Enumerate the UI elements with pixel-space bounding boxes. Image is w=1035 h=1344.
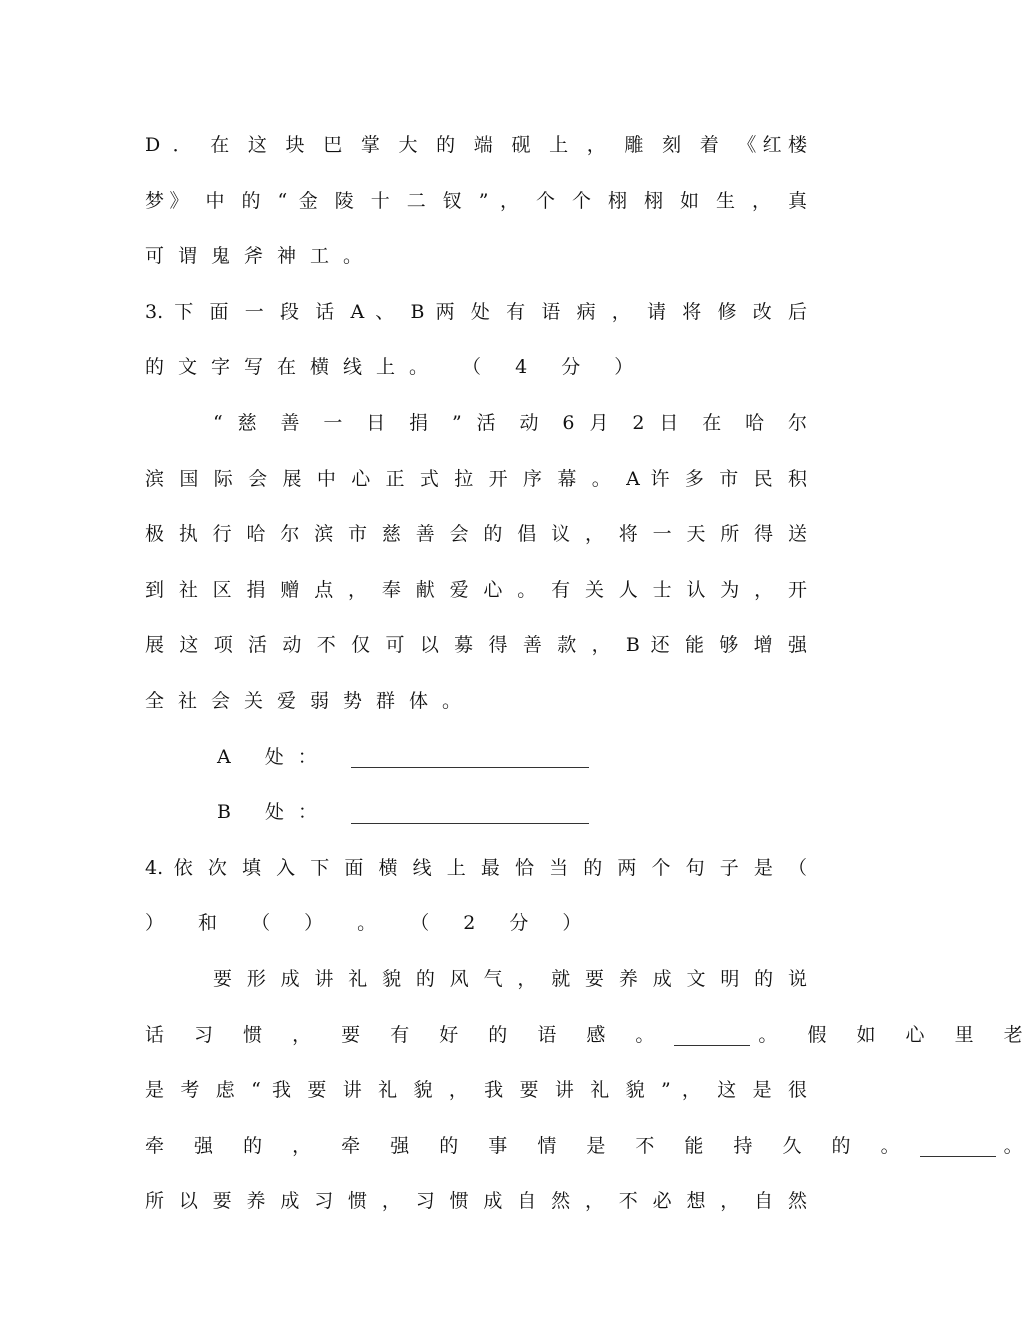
passage-3-line-4: 到 社 区 捐 赠 点 ， 奉 献 爱 心 。 有 关 人 士 认 为 ， 开	[145, 578, 807, 601]
passage-4-line-4-tail: 。	[1003, 1134, 1035, 1157]
option-d-line-1: D ． 在 这 块 巴 掌 大 的 端 砚 上 ， 雕 刻 着 《红楼	[145, 134, 807, 156]
passage-4-line-2	[145, 1008, 1035, 1064]
passage-4-line-3: 是 考 虑 “ 我 要 讲 礼 貌 ， 我 要 讲 礼 貌 ” ， 这 是 很	[145, 1079, 807, 1102]
question-3-line-2: 的文字写在横线上。 （ 4 分 ）	[145, 356, 648, 379]
question-3-line-1: 3. 下 面 一 段 话 A 、 B 两 处 有 语 病 ， 请 将 修 改 后	[145, 300, 807, 323]
passage-3-line-1: “ 慈 善 一 日 捐 ” 活 动 6 月 2 日 在 哈 尔	[213, 411, 807, 434]
passage-4-line-2-text: 话 习 惯 ， 要 有 好 的 语 感 。	[145, 1023, 667, 1046]
passage-4-line-4	[145, 1119, 1035, 1175]
document-page	[145, 118, 1035, 1230]
passage-4-line-5: 所 以 要 养 成 习 惯 ， 习 惯 成 自 然 ， 不 必 想 ， 自 然	[145, 1190, 807, 1213]
fill-blank-1[interactable]	[674, 1025, 750, 1046]
passage-4-line-4-text: 牵 强 的 ， 牵 强 的 事 情 是 不 能 持 久 的 。	[145, 1134, 912, 1157]
option-d-line-3: 可谓鬼斧神工。	[145, 245, 377, 268]
answer-a-blank[interactable]	[351, 747, 589, 768]
passage-3-line-2: 滨 国 际 会 展 中 心 正 式 拉 开 序 幕 。 A 许 多 市 民 积	[145, 467, 807, 490]
answer-b-row	[145, 785, 807, 841]
answer-b-label: B 处：	[217, 801, 332, 824]
answer-b-blank[interactable]	[351, 803, 589, 824]
answer-a-row	[145, 730, 807, 786]
passage-3-line-3: 极 执 行 哈 尔 滨 市 慈 善 会 的 倡 议 ， 将 一 天 所 得 送	[145, 523, 807, 546]
fill-blank-2[interactable]	[920, 1136, 996, 1157]
option-d-line-2: 梦》 中 的 “ 金 陵 十 二 钗 ” ， 个 个 栩 栩 如 生 ， 真	[145, 189, 807, 212]
passage-3-line-5: 展 这 项 活 动 不 仅 可 以 募 得 善 款 ， B 还 能 够 增 强	[145, 634, 807, 657]
passage-4-line-1: 要 形 成 讲 礼 貌 的 风 气 ， 就 要 养 成 文 明 的 说	[213, 967, 807, 990]
question-4-line-2: ） 和 （ ） 。 （ 2 分 ）	[145, 912, 596, 935]
question-4-line-1: 4. 依 次 填 入 下 面 横 线 上 最 恰 当 的 两 个 句 子 是 （	[145, 856, 807, 879]
passage-4-line-2-tail: 。 假 如 心 里 老	[758, 1023, 1035, 1046]
answer-a-label: A 处：	[217, 745, 331, 768]
passage-3-line-6: 全社会关爱弱势群体。	[145, 689, 476, 712]
